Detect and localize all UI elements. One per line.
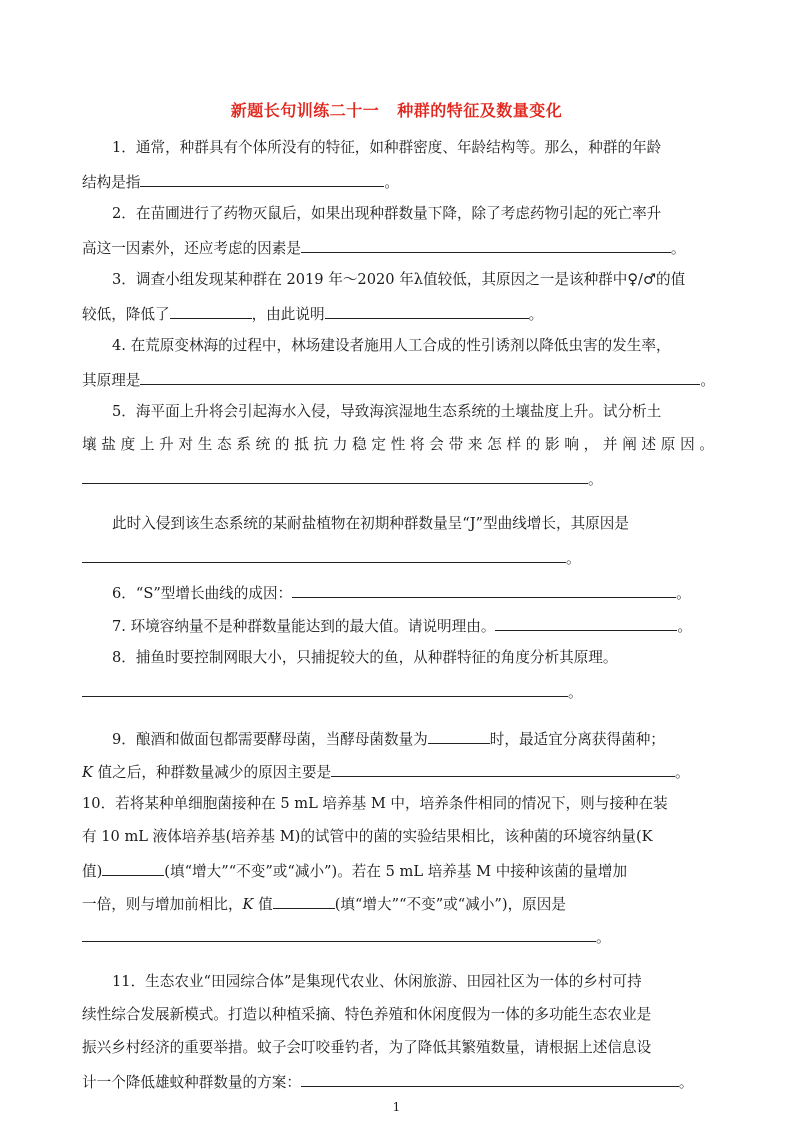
question-10-line-3: 值) (填“增大”“不变”或“减小”)。若在 5 mL 培养基 M 中接种该菌的量增加 [82, 860, 714, 880]
page-title [0, 98, 793, 121]
answer-blank[interactable] [325, 303, 529, 319]
question-3-line-1: 3．调查小组发现某种群在 2019 年～2020 年λ值较低，其原因之一是该种群中♀/♂的值 [112, 271, 686, 288]
question-10-line-2: 有 10 mL 液体培养基(培养基 M)的试管中的菌的实验结果相比，该种菌的环境容纳量(K [82, 828, 653, 845]
question-6-line-1: 6．“S”型增长曲线的成因： 。 [112, 582, 714, 602]
answer-blank[interactable] [102, 860, 164, 876]
page-number: 1 [392, 1100, 401, 1114]
question-2-line-2: 高这一因素外，还应考虑的因素是 。 [82, 237, 714, 257]
question-11-line-3: 振兴乡村经济的重要举措。蚊子会叮咬垂钓者，为了降低其繁殖数量，请根据上述信息设 [82, 1039, 652, 1056]
answer-blank[interactable] [140, 171, 384, 187]
question-5-line-2: 壤盐度上升对生态系统的抵抗力稳定性将会带来怎样的影响，并阐述原因。 [82, 436, 714, 453]
answer-blank[interactable] [292, 582, 676, 598]
question-5-line-1: 5．海平面上升将会引起海水入侵，导致海滨湿地生态系统的土壤盐度上升。试分析土 [112, 403, 662, 420]
question-10-line-1: 10．若将某种单细胞菌接种在 5 mL 培养基 M 中，培养条件相同的情况下，则与接种在装 [82, 795, 668, 812]
question-10-line-5: 。 [82, 926, 714, 946]
question-1-line-1: 1．通常，种群具有个体所没有的特征，如种群密度、年龄结构等。那么，种群的年龄 [112, 139, 662, 156]
answer-blank[interactable] [82, 468, 588, 484]
answer-blank[interactable] [170, 303, 252, 319]
answer-blank[interactable] [82, 926, 596, 942]
answer-blank[interactable] [82, 681, 568, 697]
answer-blank[interactable] [140, 369, 700, 385]
question-11-line-4: 计一个降低雄蚊种群数量的方案： 。 [82, 1071, 714, 1091]
question-4-line-1: 4. 在荒原变林海的过程中，林场建设者施用人工合成的性引诱剂以降低虫害的发生率， [112, 337, 671, 354]
question-8-line-2: 。 [82, 681, 714, 701]
question-11-line-1: 11．生态农业“田园综合体”是集现代农业、休闲旅游、田园社区为一体的乡村可持 [112, 973, 642, 990]
question-11-line-2: 续性综合发展新模式。打造以种植采摘、特色养殖和休闲度假为一体的多功能生态农业是 [82, 1006, 652, 1023]
question-2-line-1: 2．在苗圃进行了药物灭鼠后，如果出现种群数量下降，除了考虑药物引起的死亡率升 [112, 205, 662, 222]
question-4-line-2: 其原理是 。 [82, 369, 714, 389]
question-1-line-2: 结构是指 。 [82, 171, 714, 191]
question-3-line-2: 较低，降低了 ，由此说明 。 [82, 303, 714, 323]
title-sub: 种群的特征及数量变化 [397, 101, 563, 120]
question-5-line-3: 。 [82, 468, 714, 488]
question-7-line-1: 7. 环境容纳量不是种群数量能达到的最大值。请说明理由。 。 [112, 615, 714, 635]
question-5-line-4: 此时入侵到该生态系统的某耐盐植物在初期种群数量呈“J”型曲线增长，其原因是 [112, 515, 629, 532]
question-10-line-4: 一倍，则与增加前相比，K 值 (填“增大”“不变”或“减小”)，原因是 [82, 893, 714, 913]
title-main: 新题长句训练二十一 [230, 101, 380, 120]
answer-blank[interactable] [301, 237, 671, 253]
answer-blank[interactable] [331, 761, 675, 777]
answer-blank[interactable] [428, 728, 490, 744]
answer-blank[interactable] [273, 893, 335, 909]
answer-blank[interactable] [495, 615, 677, 631]
answer-blank[interactable] [301, 1071, 679, 1087]
question-9-line-2: K 值之后，种群数量减少的原因主要是 。 [82, 761, 714, 781]
question-8-line-1: 8．捕鱼时要控制网眼大小，只捕捉较大的鱼，从种群特征的角度分析其原理。 [112, 649, 618, 666]
question-9-line-1: 9．酿酒和做面包都需要酵母菌，当酵母菌数量为 时，最适宜分离获得菌种； [112, 728, 714, 748]
answer-blank[interactable] [82, 547, 566, 563]
question-5-line-5: 。 [82, 547, 714, 567]
